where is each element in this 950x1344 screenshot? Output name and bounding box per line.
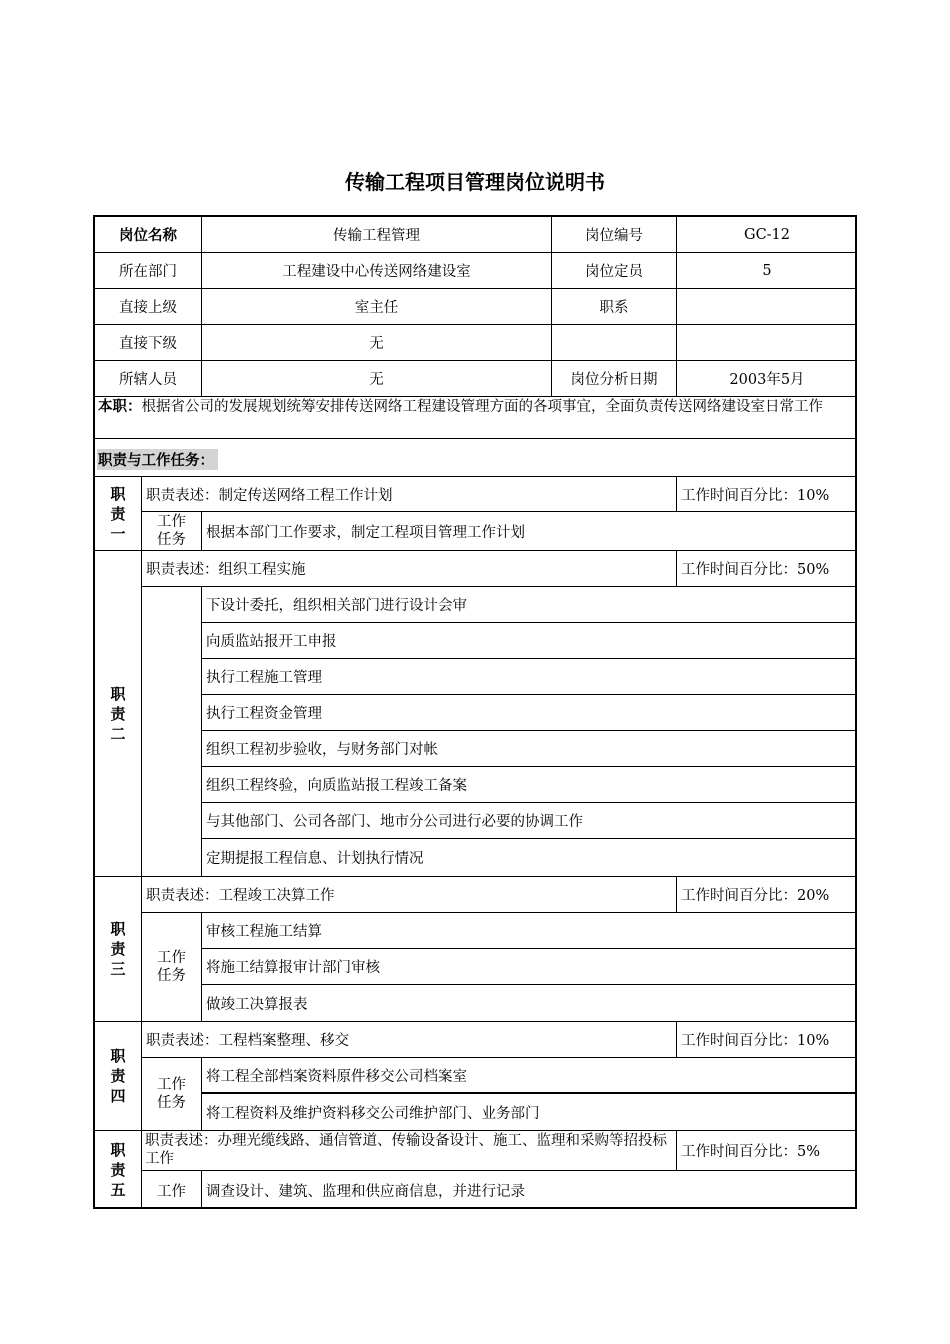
task-label-line: 工作: [157, 514, 186, 530]
duty-2-task-8: 定期提报工程信息、计划执行情况: [202, 839, 857, 877]
page-title: 传输工程项目管理岗位说明书: [345, 170, 605, 194]
value-direct-subordinate: 无: [202, 325, 552, 361]
duty-2-task-2: 向质监站报开工申报: [202, 623, 857, 659]
label-department: 所在部门: [95, 253, 202, 289]
label-staff-managed: 所辖人员: [95, 361, 202, 397]
duty-2-time: 工作时间百分比：50%: [677, 551, 857, 587]
label-position-name: 岗位名称: [95, 217, 202, 253]
duty-2-description: 职责表述：组织工程实施: [142, 551, 677, 587]
duty-5-label: 职 责 五: [95, 1131, 142, 1209]
value-analysis-date: 2003年5月: [677, 361, 857, 397]
duty-3-time: 工作时间百分比：20%: [677, 877, 857, 913]
duty-5-task-1: 调查设计、建筑、监理和供应商信息，并进行记录: [206, 1183, 525, 1200]
label-position-code: 岗位编号: [552, 217, 677, 253]
duty-4-label: 职 责 四: [95, 1022, 142, 1131]
value-job-family: [677, 289, 857, 325]
value-direct-superior: 室主任: [202, 289, 552, 325]
task-label-line: 工作: [157, 950, 186, 966]
duty-3-task-2: 将施工结算报审计部门审核: [202, 949, 857, 985]
value-position-name: 传输工程管理: [202, 217, 552, 253]
duties-header-row: [95, 439, 857, 477]
duty-5-time: 工作时间百分比：5%: [677, 1131, 857, 1171]
duty-3-task-1: 审核工程施工结算: [202, 913, 857, 949]
duties-header: 职责与工作任务：: [97, 449, 218, 470]
value-position-code: GC-12: [677, 217, 857, 253]
main-duty-text: 根据省公司的发展规划统筹安排传送网络工程建设管理方面的各项事宜，全面负责传送网络建设室日常工作: [141, 399, 823, 415]
duty-2-task-5: 组织工程初步验收，与财务部门对帐: [202, 731, 857, 767]
duty-1-task-1: 根据本部门工作要求，制定工程项目管理工作计划: [202, 512, 857, 551]
duty-2-task-3: 执行工程施工管理: [202, 659, 857, 695]
duty-4-time: 工作时间百分比：10%: [677, 1022, 857, 1058]
duty-3-task-label: [142, 913, 202, 1022]
duty-1-time: 工作时间百分比：10%: [677, 477, 857, 512]
empty-cell: [552, 325, 677, 361]
value-staff-managed: 无: [202, 361, 552, 397]
main-duty-label: 本职：: [98, 399, 142, 415]
duty-3-label: 职 责 三: [95, 877, 142, 1022]
main-duty: [95, 397, 857, 439]
duty-4-task-2: 将工程资料及维护资料移交公司维护部门、业务部门: [202, 1094, 857, 1131]
task-label-line: 任务: [157, 1095, 186, 1111]
duty-4-description: 职责表述：工程档案整理、移交: [142, 1022, 677, 1058]
duty-2-task-4: 执行工程资金管理: [202, 695, 857, 731]
duty-5-description: 职责表述：办理光缆线路、通信管道、传输设备设计、施工、监理和采购等招投标工作: [142, 1131, 677, 1171]
value-headcount: 5: [677, 253, 857, 289]
duty-1-task-label: [142, 512, 202, 551]
duty-2-task-6: 组织工程终验，向质监站报工程竣工备案: [202, 767, 857, 803]
value-department: 工程建设中心传送网络建设室: [202, 253, 552, 289]
duty-3-task-3: 做竣工决算报表: [202, 985, 857, 1022]
label-job-family: 职系: [552, 289, 677, 325]
task-label-line: 任务: [157, 968, 186, 984]
label-direct-subordinate: 直接下级: [95, 325, 202, 361]
empty-cell: [677, 325, 857, 361]
task-label-line: 工作: [157, 1077, 186, 1093]
duty-4-task-1: 将工程全部档案资料原件移交公司档案室: [202, 1058, 857, 1094]
duty-4-task-label: [142, 1058, 202, 1131]
duty-3-description: 职责表述：工程竣工决算工作: [142, 877, 677, 913]
label-headcount: 岗位定员: [552, 253, 677, 289]
duty-2-label: 职 责 二: [95, 551, 142, 877]
job-description-table: [93, 215, 857, 1209]
label-analysis-date: 岗位分析日期: [552, 361, 677, 397]
duty-1-description: 职责表述：制定传送网络工程工作计划: [142, 477, 677, 512]
duty-2-task-label: [142, 587, 202, 877]
duty-1-label: 职 责 一: [95, 477, 142, 551]
label-direct-superior: 直接上级: [95, 289, 202, 325]
duty-2-task-1: 下设计委托，组织相关部门进行设计会审: [202, 587, 857, 623]
duty-5-task-label: 工作: [142, 1171, 202, 1209]
duty-2-task-7: 与其他部门、公司各部门、地市分公司进行必要的协调工作: [202, 803, 857, 839]
task-label-line: 任务: [157, 532, 186, 548]
